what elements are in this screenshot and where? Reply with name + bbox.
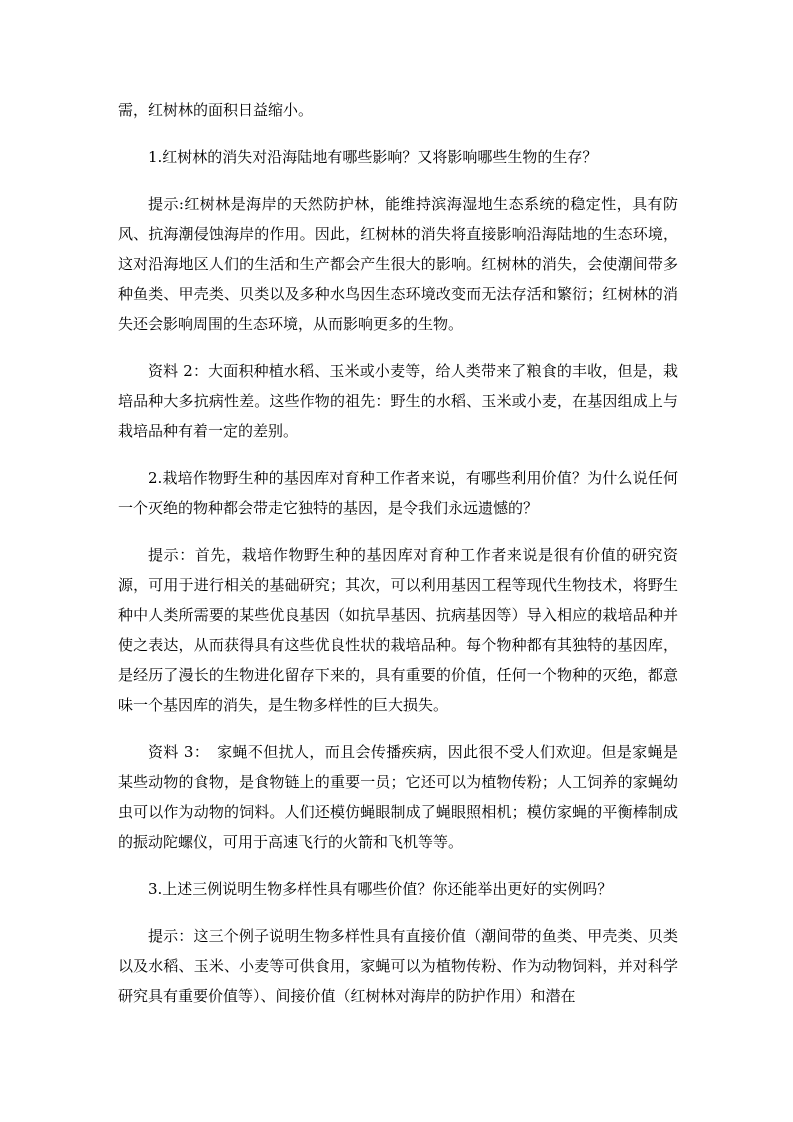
- hint-1: 提示:红树林是海岸的天然防护林，能维持滨海湿地生态系统的稳定性，具有防风、抗海潮侵蚀海岸的作用。因此，红树林的消失将直接影响沿海陆地的生态环境，这对沿海地区人们的生活和生产都会产生很大的影响。红树林的消失，会使潮间带多种鱼类、甲壳类、贝类以及多种水鸟因生态环境改变而无法存活和繁衍；红树林的消失还会影响周围的生态环境，从而影响更多的生物。: [118, 195, 678, 333]
- question-3: 3.上述三例说明生物多样性具有哪些价值？你还能举出更好的实例吗？: [148, 880, 613, 898]
- material-2: 资料 2：大面积种植水稻、玉米或小麦等，给人类带来了粮食的丰收，但是，栽培品种大多抗病性差。这些作物的祖先：野生的水稻、玉米或小麦，在基因组成上与栽培品种有着一定的差别。: [118, 362, 678, 440]
- question-2: 2.栽培作物野生种的基因库对育种工作者来说，有哪些利用价值？为什么说任何一个灭绝的物种都会带走它独特的基因，是令我们永远遗憾的？: [118, 469, 678, 517]
- hint-2: 提示：首先，栽培作物野生种的基因库对育种工作者来说是很有价值的研究资源，可用于进行相关的基础研究；其次，可以利用基因工程等现代生物技术，将野生种中人类所需要的某些优良基因（如抗旱基因、抗病基因等）导入相应的栽培品种并使之表达，从而获得具有这些优良性状的栽培品种。每个物种都有其独特的基因库，是经历了漫长的生物进化留存下来的，具有重要的价值，任何一个物种的灭绝，都意味一个基因库的消失，是生物多样性的巨大损失。: [118, 546, 678, 714]
- document-page: [118, 95, 678, 1028]
- material-3: 资料 3： 家蝇不但扰人，而且会传播疾病，因此很不受人们欢迎。但是家蝇是某些动物的食物，是食物链上的重要一员；它还可以为植物传粉；人工饲养的家蝇幼虫可以作为动物的饲料。人们还模仿蝇眼制成了蝇眼照相机；模仿家蝇的平衡棒制成的振动陀螺仪，可用于高速飞行的火箭和飞机等等。: [118, 743, 678, 851]
- hint-3: 提示：这三个例子说明生物多样性具有直接价值（潮间带的鱼类、甲壳类、贝类以及水稻、玉米、小麦等可供食用，家蝇可以为植物传粉、作为动物饲料，并对科学研究具有重要价值等）、间接价值（红树林对海岸的防护作用）和潜在: [118, 927, 678, 1005]
- continuation-paragraph: 需，红树林的面积日益缩小。: [118, 101, 314, 119]
- question-1: 1.红树林的消失对沿海陆地有哪些影响？又将影响哪些生物的生存？: [148, 148, 598, 166]
